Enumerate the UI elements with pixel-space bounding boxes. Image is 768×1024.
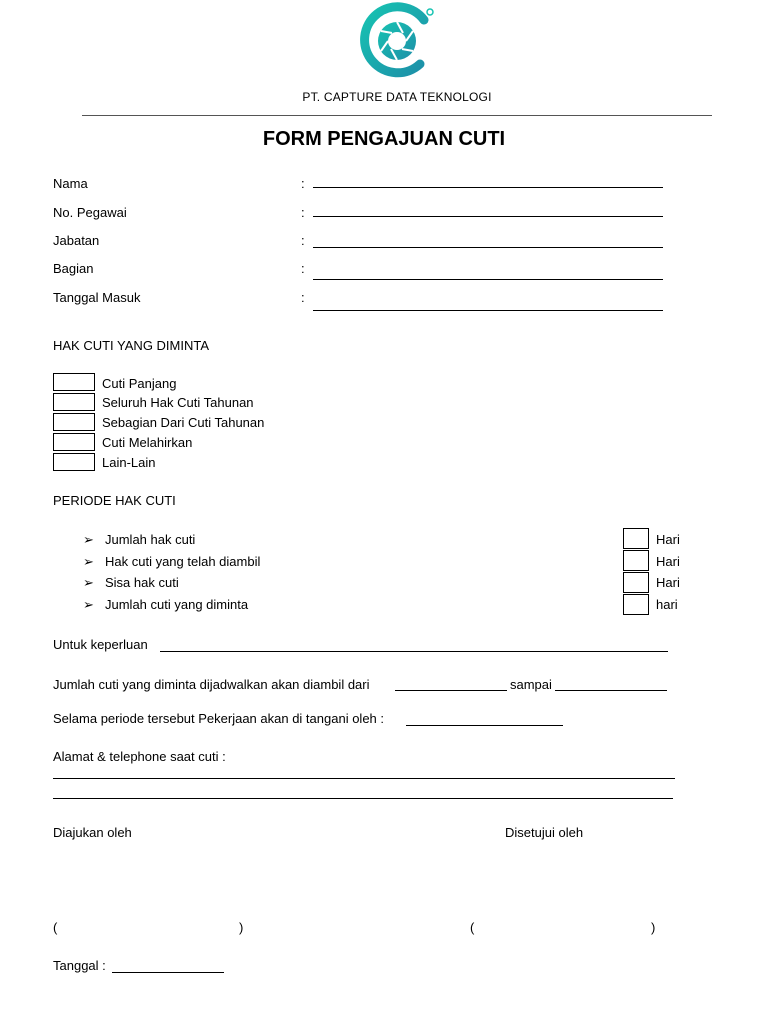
field-colon: :	[301, 233, 305, 248]
pengganti-line[interactable]	[406, 725, 563, 726]
option-label: Sebagian Dari Cuti Tahunan	[102, 415, 265, 430]
bagian-line[interactable]	[313, 279, 663, 280]
unit-label: hari	[656, 597, 678, 612]
header-divider	[82, 115, 712, 116]
field-label-no-pegawai: No. Pegawai	[53, 205, 127, 220]
company-name: PT. CAPTURE DATA TEKNOLOGI	[302, 90, 492, 104]
arrow-bullet-icon: ➢	[83, 554, 94, 569]
no-pegawai-line[interactable]	[313, 216, 663, 217]
keperluan-line[interactable]	[160, 651, 668, 652]
field-label-nama: Nama	[53, 176, 88, 191]
hak-cuti-heading: HAK CUTI YANG DIMINTA	[53, 338, 210, 353]
checkbox-cuti-panjang[interactable]	[53, 373, 95, 391]
keperluan-label: Untuk keperluan	[53, 637, 148, 652]
sisa-cuti-box[interactable]	[623, 572, 649, 593]
alamat-line-2[interactable]	[53, 798, 673, 799]
pengganti-label: Selama periode tersebut Pekerjaan akan di tangani oleh :	[53, 711, 384, 726]
diajukan-label: Diajukan oleh	[53, 825, 132, 840]
field-colon: :	[301, 176, 305, 191]
sampai-label: sampai	[510, 677, 552, 692]
option-label: Cuti Panjang	[102, 376, 177, 391]
field-label-jabatan: Jabatan	[53, 233, 100, 248]
field-label-tanggal-masuk: Tanggal Masuk	[53, 290, 141, 305]
unit-label: Hari	[656, 554, 680, 569]
jadwal-label: Jumlah cuti yang diminta dijadwalkan akan diambil dari	[53, 677, 370, 692]
arrow-bullet-icon: ➢	[83, 532, 94, 547]
option-label: Cuti Melahirkan	[102, 435, 193, 450]
jumlah-hak-cuti-box[interactable]	[623, 528, 649, 549]
unit-label: Hari	[656, 532, 680, 547]
arrow-bullet-icon: ➢	[83, 575, 94, 590]
field-colon: :	[301, 290, 305, 305]
checkbox-seluruh-hak-cuti[interactable]	[53, 393, 95, 411]
alamat-label: Alamat & telephone saat cuti :	[53, 749, 226, 764]
tanggal-line[interactable]	[112, 972, 224, 973]
close-paren: )	[239, 920, 244, 935]
field-label-bagian: Bagian	[53, 261, 94, 276]
periode-item-label: Hak cuti yang telah diambil	[105, 554, 261, 569]
tanggal-selesai-line[interactable]	[555, 690, 667, 691]
company-logo	[358, 2, 436, 80]
cuti-diambil-box[interactable]	[623, 550, 649, 571]
periode-item-label: Jumlah hak cuti	[105, 532, 196, 547]
option-label: Lain-Lain	[102, 455, 156, 470]
option-label: Seluruh Hak Cuti Tahunan	[102, 395, 254, 410]
field-colon: :	[301, 261, 305, 276]
checkbox-cuti-melahirkan[interactable]	[53, 433, 95, 451]
form-title: FORM PENGAJUAN CUTI	[262, 128, 506, 150]
checkbox-lain-lain[interactable]	[53, 453, 95, 471]
tanggal-masuk-line[interactable]	[313, 310, 663, 311]
open-paren: (	[470, 920, 475, 935]
open-paren: (	[53, 920, 58, 935]
periode-item-label: Jumlah cuti yang diminta	[105, 597, 249, 612]
close-paren: )	[651, 920, 656, 935]
nama-line[interactable]	[313, 187, 663, 188]
checkbox-sebagian-cuti[interactable]	[53, 413, 95, 431]
jabatan-line[interactable]	[313, 247, 663, 248]
periode-heading: PERIODE HAK CUTI	[53, 493, 176, 508]
tanggal-mulai-line[interactable]	[395, 690, 507, 691]
disetujui-label: Disetujui oleh	[505, 825, 584, 840]
field-colon: :	[301, 205, 305, 220]
arrow-bullet-icon: ➢	[83, 597, 94, 612]
alamat-line-1[interactable]	[53, 778, 675, 779]
periode-item-label: Sisa hak cuti	[105, 575, 179, 590]
unit-label: Hari	[656, 575, 680, 590]
cuti-diminta-box[interactable]	[623, 594, 649, 615]
tanggal-label: Tanggal :	[53, 958, 106, 973]
